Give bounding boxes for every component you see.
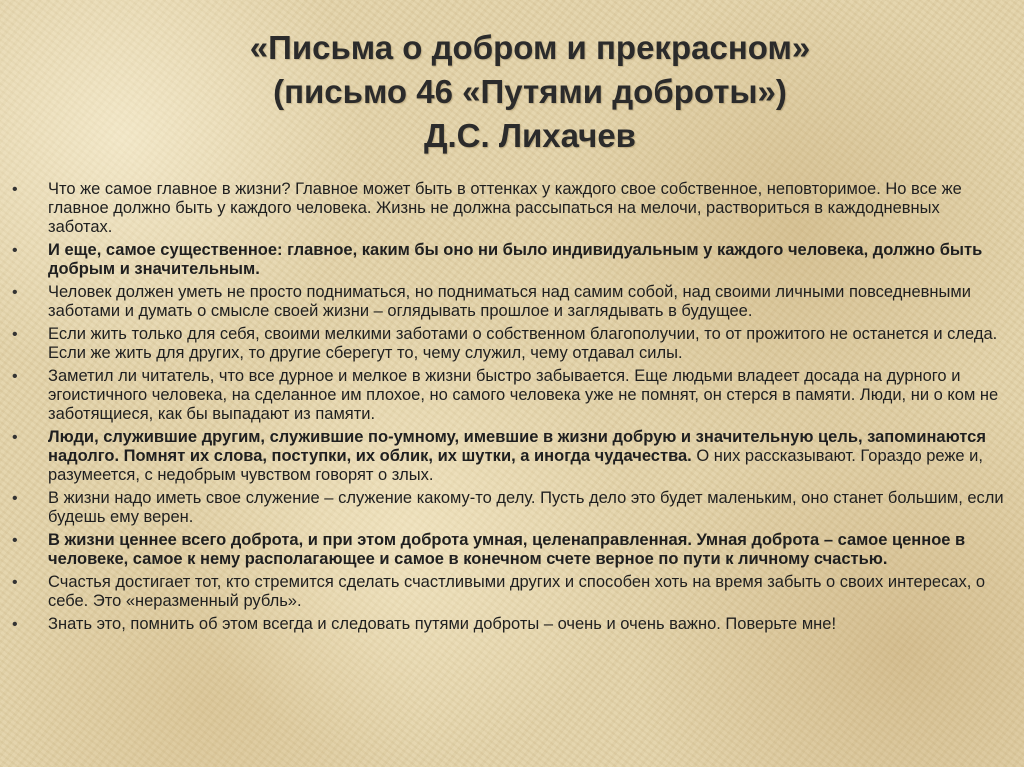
bullet-icon: • — [12, 368, 18, 385]
bullet-icon: • — [12, 326, 18, 343]
bullet-icon: • — [12, 532, 18, 549]
list-item — [0, 615, 1024, 634]
item-text: Знать это, помнить об этом всегда и следовать путями доброты – очень и очень важно. Поверьте мне! — [48, 615, 837, 633]
bullet-icon: • — [12, 574, 18, 591]
item-text: О них рассказывают. Гораздо реже и, разумеется, с недобрым чувством говорят о злых. — [48, 447, 983, 484]
title-line-3: Д.С. Лихачев — [424, 117, 636, 154]
list-item — [0, 325, 1024, 363]
item-bold-text: В жизни ценнее всего доброта, и при этом доброта умная, целенаправленная. Умная доброта – самое ценное в человеке, самое к нему располагающее и самое в конечном счете верное по пути к личному счастью. — [48, 531, 966, 568]
bullet-icon: • — [12, 284, 18, 301]
bullet-icon: • — [12, 616, 18, 633]
list-item — [0, 428, 1024, 485]
list-item — [0, 489, 1024, 527]
item-text: Человек должен уметь не просто подниматься, но подниматься над самим собой, над своими личными повседневными заботами и думать о смысле своей жизни – оглядывать прошлое и заглядывать в будущее. — [48, 283, 971, 320]
item-text: Что же самое главное в жизни? Главное может быть в оттенках у каждого свое собственное, неповторимое. Но все же главное должно быть у каждого человека. Жизнь не должна рассыпаться на мелочи, раствориться в каждодневных заботах. — [48, 180, 962, 236]
item-text: Счастья достигает тот, кто стремится сделать счастливыми других и способен хоть на время забыть о своих интересах, о себе. Это «неразменный рубль». — [48, 573, 986, 610]
bullet-icon: • — [12, 429, 18, 446]
bullet-icon: • — [12, 181, 18, 198]
list-item — [0, 367, 1024, 424]
list-item — [0, 573, 1024, 611]
bullet-icon: • — [12, 490, 18, 507]
list-item — [0, 283, 1024, 321]
item-bold-text: Люди, служившие другим, служившие по-умному, имевшие в жизни добрую и значительную цель, запоминаются надолго. Помнят их слова, поступки, их облик, их шутки, а иногда чудачества. — [48, 428, 986, 465]
title-line-1: «Письма о добром и прекрасном» — [249, 29, 811, 66]
item-text: В жизни надо иметь свое служение – служение какому-то делу. Пусть дело это будет маленьким, оно станет большим, если будешь ему верен. — [48, 489, 1004, 526]
list-item — [0, 241, 1024, 279]
list-item — [0, 180, 1024, 237]
item-bold-text: И еще, самое существенное: главное, каким бы оно ни было индивидуальным у каждого человека, должно быть добрым и значительным. — [48, 241, 983, 278]
item-text: Если жить только для себя, своими мелкими заботами о собственном благополучии, то от прожитого не останется и следа. Если же жить для других, то другие сберегут то, чему служил, чему отдавал силы. — [48, 325, 998, 362]
title-line-2: (письмо 46 «Путями доброты») — [273, 73, 787, 110]
bullet-list — [0, 180, 1024, 638]
bullet-icon: • — [12, 242, 18, 259]
item-text: Заметил ли читатель, что все дурное и мелкое в жизни быстро забывается. Еще людьми владеет досада на дурного и эгоистичного человека, на сделанное им плохое, но самого человека уже не помнят, он стерся в памяти. Люди, ни о ком не заботящиеся, как бы выпадают из памяти. — [48, 367, 999, 423]
slide-title — [120, 26, 940, 158]
list-item — [0, 531, 1024, 569]
